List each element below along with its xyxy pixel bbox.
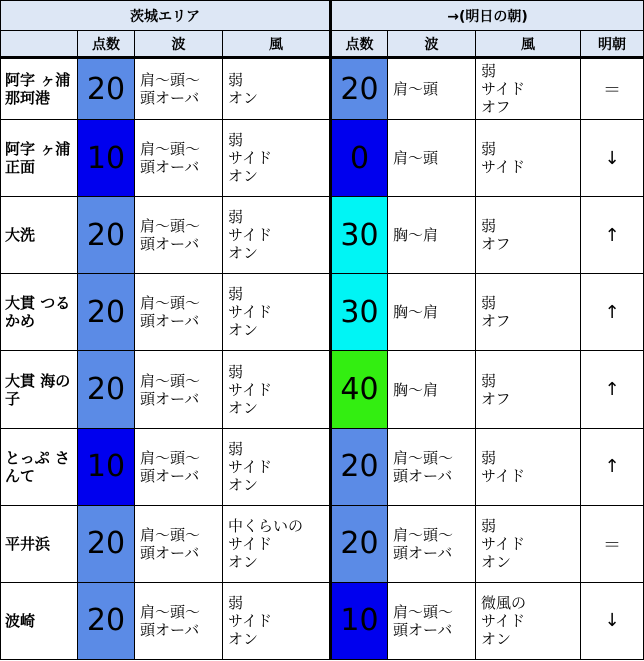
place-name: 大洗 — [1, 197, 78, 274]
tomorrow-wave-cell: 肩〜頭 — [388, 120, 476, 197]
wave-cell: 肩〜頭〜 頭オーバ — [135, 428, 223, 505]
trend-cell: ＝ — [581, 505, 644, 582]
tomorrow-wave-cell: 胸〜肩 — [388, 274, 476, 351]
tomorrow-wind-cell: 弱 サイド オン — [476, 505, 581, 582]
table-row — [1, 582, 644, 659]
trend-cell: ↑ — [581, 274, 644, 351]
tomorrow-score-header: 点数 — [331, 31, 388, 58]
score-cell: 20 — [78, 197, 135, 274]
wind-cell: 弱 サイド オン — [223, 197, 331, 274]
tomorrow-wind-cell: 弱 オフ — [476, 197, 581, 274]
wind-cell: 弱 サイド オン — [223, 582, 331, 659]
tomorrow-score-cell: 20 — [331, 428, 388, 505]
tomorrow-score-cell: 20 — [331, 505, 388, 582]
tomorrow-score-cell: 30 — [331, 197, 388, 274]
wind-cell: 弱 サイド オン — [223, 274, 331, 351]
place-name: 大貫 海の子 — [1, 351, 78, 428]
table-row — [1, 197, 644, 274]
tomorrow-wind-cell: 弱 オフ — [476, 274, 581, 351]
tomorrow-wind-cell: 弱 サイド — [476, 120, 581, 197]
tomorrow-wind-cell: 弱 サイド — [476, 428, 581, 505]
tomorrow-wind-cell: 弱 オフ — [476, 351, 581, 428]
place-name: 大貫 つる かめ — [1, 274, 78, 351]
place-name: 平井浜 — [1, 505, 78, 582]
tomorrow-wind-cell: 微風の サイド オン — [476, 582, 581, 659]
wind-cell: 弱 サイド オン — [223, 428, 331, 505]
place-name: とっぷ さんて — [1, 428, 78, 505]
trend-cell: ↑ — [581, 351, 644, 428]
score-cell: 20 — [78, 351, 135, 428]
area-title: 茨城エリア — [1, 1, 331, 31]
tomorrow-wind-header: 風 — [476, 31, 581, 58]
score-cell: 10 — [78, 428, 135, 505]
trend-cell: ↓ — [581, 120, 644, 197]
wind-header: 風 — [223, 31, 331, 58]
wind-cell: 弱 サイド オン — [223, 351, 331, 428]
wind-cell: 弱 オン — [223, 58, 331, 120]
wave-cell: 肩〜頭〜 頭オーバ — [135, 58, 223, 120]
wind-cell: 弱 サイド オン — [223, 120, 331, 197]
tomorrow-wave-header: 波 — [388, 31, 476, 58]
wave-cell: 肩〜頭〜 頭オーバ — [135, 505, 223, 582]
wave-cell: 肩〜頭〜 頭オーバ — [135, 351, 223, 428]
trend-cell: ↑ — [581, 428, 644, 505]
score-cell: 20 — [78, 58, 135, 120]
tomorrow-score-cell: 20 — [331, 58, 388, 120]
wave-cell: 肩〜頭〜 頭オーバ — [135, 582, 223, 659]
table-row — [1, 505, 644, 582]
wave-header: 波 — [135, 31, 223, 58]
tomorrow-wave-cell: 肩〜頭〜 頭オーバ — [388, 428, 476, 505]
table-row — [1, 58, 644, 120]
tomorrow-score-cell: 10 — [331, 582, 388, 659]
wave-cell: 肩〜頭〜 頭オーバ — [135, 274, 223, 351]
score-cell: 20 — [78, 505, 135, 582]
wave-cell: 肩〜頭〜 頭オーバ — [135, 120, 223, 197]
tomorrow-title: →(明日の朝) — [331, 1, 644, 31]
score-cell: 10 — [78, 120, 135, 197]
place-header — [1, 31, 78, 58]
trend-header: 明朝 — [581, 31, 644, 58]
table-row — [1, 428, 644, 505]
tomorrow-wind-cell: 弱 サイド オフ — [476, 58, 581, 120]
table-row — [1, 351, 644, 428]
tomorrow-score-cell: 40 — [331, 351, 388, 428]
tomorrow-wave-cell: 肩〜頭〜 頭オーバ — [388, 582, 476, 659]
table-row — [1, 120, 644, 197]
place-name: 阿字 ヶ浦 正面 — [1, 120, 78, 197]
trend-cell: ↓ — [581, 582, 644, 659]
wind-cell: 中くらいの サイド オン — [223, 505, 331, 582]
trend-cell: ＝ — [581, 58, 644, 120]
tomorrow-wave-cell: 胸〜肩 — [388, 351, 476, 428]
place-name: 阿字 ヶ浦 那珂港 — [1, 58, 78, 120]
tomorrow-wave-cell: 肩〜頭 — [388, 58, 476, 120]
place-name: 波崎 — [1, 582, 78, 659]
tomorrow-score-cell: 0 — [331, 120, 388, 197]
trend-cell: ↑ — [581, 197, 644, 274]
score-cell: 20 — [78, 274, 135, 351]
table-row — [1, 274, 644, 351]
tomorrow-score-cell: 30 — [331, 274, 388, 351]
tomorrow-wave-cell: 肩〜頭〜 頭オーバ — [388, 505, 476, 582]
wave-cell: 肩〜頭〜 頭オーバ — [135, 197, 223, 274]
score-cell: 20 — [78, 582, 135, 659]
tomorrow-wave-cell: 胸〜肩 — [388, 197, 476, 274]
score-header: 点数 — [78, 31, 135, 58]
